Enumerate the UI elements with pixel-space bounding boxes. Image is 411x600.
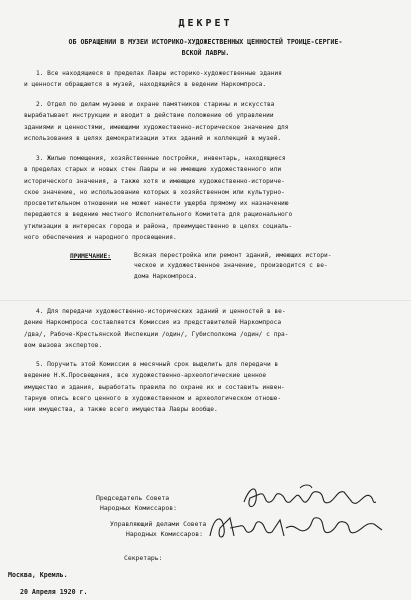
document-title: ДЕКРЕТ <box>178 18 233 29</box>
chairman-title: Председатель Совета <box>96 494 170 502</box>
secretary-label: Секретарь: <box>124 554 163 562</box>
paragraph-line: исторического значения, а также хотя и имеющие художественно-историче- <box>24 177 285 185</box>
paragraph-line: вырабатывает инструкции и вводит в действие положение об управлении <box>24 112 274 120</box>
chairman-signature-block <box>96 494 177 513</box>
paragraph-line: утилизации в интересах города и района, преимущественно в целях социаль- <box>24 222 293 230</box>
paragraph-line: имущество и здания, выработать правила по охране их и составить инвен- <box>24 383 285 391</box>
paragraph-line: /два/, Рабоче-Крестьянской Инспекции /один/, Губисполкома /один/ с пра- <box>24 330 289 338</box>
paragraph-line: и ценности обращаются в музей, находящийся в ведении Наркомпроса. <box>24 81 267 89</box>
paragraph-5 <box>24 359 392 415</box>
note-line: Всякая перестройка или ремонт зданий, имеющих истори- <box>134 252 332 259</box>
chairman-title: Народных Комиссаров: <box>100 503 177 512</box>
document-subtitle-line1: ОБ ОБРАЩЕНИИ В МУЗЕИ ИСТОРИКО-ХУДОЖЕСТВЕННЫХ ЦЕННОСТЕЙ ТРОИЦЕ-СЕРГИЕ- <box>68 38 343 46</box>
decree-date: 20 Апреля 1920 г. <box>20 588 88 596</box>
note-line: ческое и художественное значение, производится с ве- <box>134 262 328 270</box>
paragraph-line: вом вызова экспертов. <box>24 341 103 349</box>
paragraph-3 <box>24 153 392 243</box>
manager-title: Управляющий делами Совета <box>110 520 207 528</box>
manager-signature-block <box>110 520 206 539</box>
paragraph-line: 2. Отдел по делам музеев и охране памятников старины и искусства <box>36 101 275 108</box>
paragraph-2 <box>24 99 392 144</box>
note-label: ПРИМЕЧАНИЕ: <box>70 253 111 260</box>
paragraph-line: зданиями и ценностями, имеющими художественно-историческое значение для <box>24 123 289 131</box>
paragraph-line: 3. Жилые помещения, хозяйственные постройки, инвентарь, находящиеся <box>36 155 286 162</box>
paragraph-line: ское значение, но использование которых в хозяйственном или культурно- <box>24 188 285 196</box>
paragraph-line: использования в целях демократизации этих зданий и коллекций в музей. <box>24 134 282 142</box>
paragraph-line: 5. Поручить этой Комиссии в месячный срок выделить для передачи в <box>36 361 279 368</box>
paragraph-line: передаются в ведение местного Исполнительного Комитета для рационального <box>24 211 293 219</box>
paragraph-line: ведение Н.К.Просвещения, все художественно-археологические ценное <box>24 372 267 380</box>
note-text <box>134 251 331 282</box>
paragraph-line: 1. Все находящиеся в пределах Лавры историко-художественные здания <box>36 70 282 77</box>
paragraph-line: просветительном отношении не может нанести ущерба прямому их назначению <box>24 200 289 208</box>
document-subtitle-line2: ВСКОЙ ЛАВРЫ. <box>181 49 230 57</box>
paragraph-4 <box>24 306 392 351</box>
manager-title: Народных Комиссаров: <box>126 529 203 538</box>
paragraph-line: в пределах старых и новых стен Лавры и не имеющие художественного или <box>24 166 282 174</box>
paragraph-line: 4. Для передачи художественно-исторических зданий и ценностей в ве- <box>36 308 286 315</box>
paragraph-1 <box>24 68 392 91</box>
paragraph-line: ного обеспечения и народного просвещения. <box>24 234 177 242</box>
note-line: дома Наркомпроса. <box>134 272 198 280</box>
place-of-signing: Москва, Кремль. <box>8 571 68 579</box>
paper-fold <box>0 300 411 301</box>
paragraph-line: нии имущества, а также всего имущества Лавры вообще. <box>24 406 218 414</box>
paragraph-line: тарную опись всего ценного в художественном и археологическом отноше- <box>24 394 282 402</box>
paragraph-line: дение Наркомпроса составляется Комиссия из представителей Наркомпроса <box>24 319 282 327</box>
manager-signature <box>206 510 386 544</box>
